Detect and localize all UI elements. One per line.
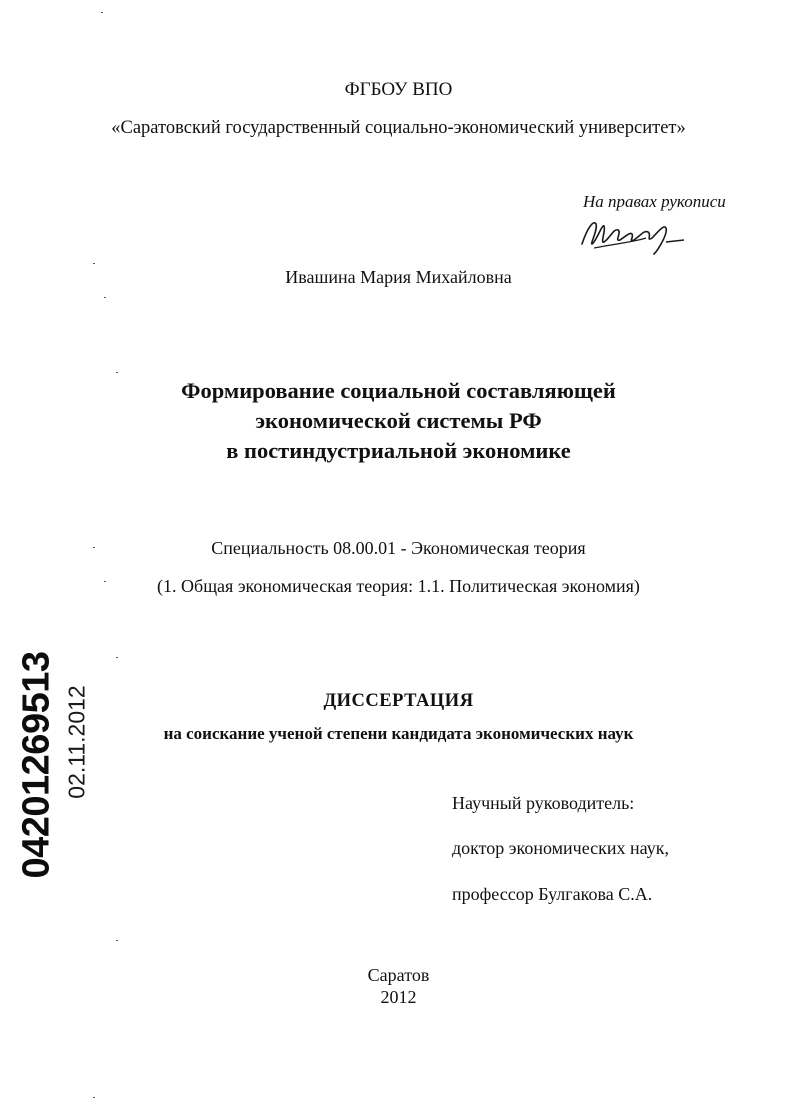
dissertation-purpose: на соискание ученой степени кандидата экономических наук [163, 724, 634, 743]
advisor-degree: доктор экономических наук, [452, 838, 669, 858]
author-name: Ивашина Мария Михайловна [285, 267, 512, 287]
manuscript-note: На правах рукописи [583, 192, 726, 211]
scan-speck [101, 12, 103, 13]
university-name: «Саратовский государственный социально-экономический университет» [111, 118, 686, 138]
advisor-heading: Научный руководитель: [452, 793, 635, 813]
specialty-subfield: (1. Общая экономическая теория: 1.1. Политическая экономия) [157, 576, 640, 596]
scan-speck [116, 372, 118, 373]
organization-type: ФГБОУ ВПО [344, 79, 453, 100]
title-line: экономической системы РФ [255, 408, 542, 433]
scan-speck [104, 581, 106, 582]
library-stamp [0, 650, 100, 890]
advisor-name: профессор Булгакова С.А. [452, 884, 653, 904]
stamp-date: 02.11.2012 [63, 685, 90, 799]
stamp-number: 04201269513 [15, 651, 58, 879]
scan-speck [116, 940, 118, 941]
scan-speck [93, 547, 95, 548]
scan-speck [93, 263, 95, 264]
dissertation-label: ДИССЕРТАЦИЯ [323, 691, 474, 711]
scan-speck [93, 1097, 95, 1098]
year: 2012 [380, 987, 417, 1007]
title-line: в постиндустриальной экономике [226, 438, 571, 463]
specialty-line: Специальность 08.00.01 - Экономическая теория [211, 538, 586, 558]
city: Саратов [367, 965, 430, 985]
scan-speck [104, 297, 106, 298]
dissertation-title [0, 376, 797, 466]
title-line: Формирование социальной составляющей [181, 378, 616, 403]
author-signature [574, 214, 694, 256]
scan-speck [116, 657, 118, 658]
